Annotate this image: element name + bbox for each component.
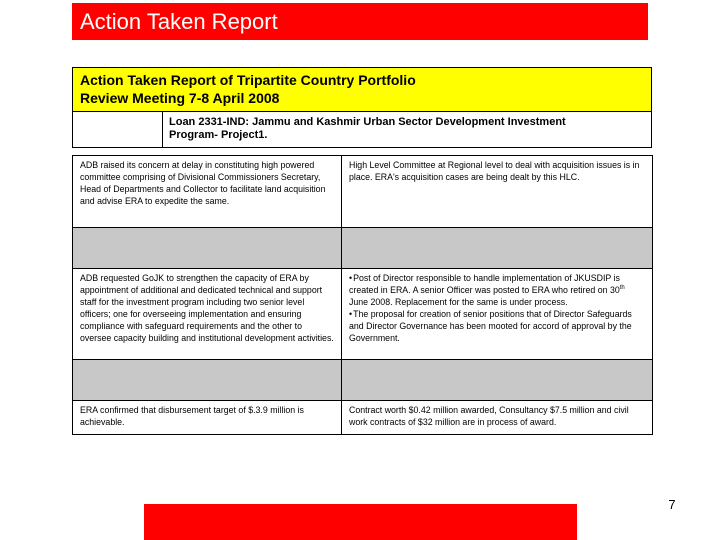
separator-cell: [342, 360, 653, 401]
review-meeting-heading: [72, 67, 652, 112]
table-row: [73, 156, 653, 228]
report-title-bar: [72, 3, 648, 40]
separator-cell: [342, 228, 653, 269]
loan-row: [72, 112, 652, 148]
table-row: [73, 269, 653, 360]
action-bullet-2: • The proposal for creation of senior positions that of Director Safeguards and Director Governance has been mooted for accord of approval by the Government.: [349, 308, 646, 344]
loan-title-line2: Program- Project1.: [169, 129, 268, 141]
loan-row-empty-cell: [73, 112, 163, 147]
action-cell: High Level Committee at Regional level to deal with acquisition issues is in place. ERA's acquisition cases are being dealt by this HLC.: [342, 156, 653, 228]
footer-red-bar: [144, 504, 577, 540]
separator-row: [73, 360, 653, 401]
separator-cell: [73, 228, 342, 269]
report-title: Action Taken Report: [80, 9, 278, 34]
issue-cell: ADB raised its concern at delay in constituting high powered committee comprising of Divisional Commissioners Secretary, Head of Departments and Collector to facilitate land acquisition and advise ERA to expedite the same.: [73, 156, 342, 228]
review-meeting-heading-line2: Review Meeting 7-8 April 2008: [80, 90, 280, 106]
action-bullet-1: • Post of Director responsible to handle implementation of JKUSDIP is created in ERA. A senior Officer was posted to ERA who retired on 30th June 2008. Replacement for the same is under process.: [349, 272, 646, 308]
loan-title-line1: Loan 2331-IND: Jammu and Kashmir Urban Sector Development Investment: [169, 116, 566, 128]
page-number: 7: [668, 497, 676, 512]
loan-title: [163, 112, 651, 147]
review-meeting-heading-line1: Action Taken Report of Tripartite Country Portfolio: [80, 72, 416, 88]
table-row: [73, 401, 653, 435]
separator-cell: [73, 360, 342, 401]
issue-cell: ERA confirmed that disbursement target of $.3.9 million is achievable.: [73, 401, 342, 435]
action-cell: Contract worth $0.42 million awarded, Consultancy $7.5 million and civil work contracts of $32 million are in process of award.: [342, 401, 653, 435]
separator-row: [73, 228, 653, 269]
issue-cell: ADB requested GoJK to strengthen the capacity of ERA by appointment of additional and dedicated technical and support staff for the investment program including two senior level officers; one for overseeing implementation and ensuring compliance with safeguard requirements and the other to oversee capacity building and institutional development activities.: [73, 269, 342, 360]
action-table: [72, 155, 653, 435]
action-cell: [342, 269, 653, 360]
